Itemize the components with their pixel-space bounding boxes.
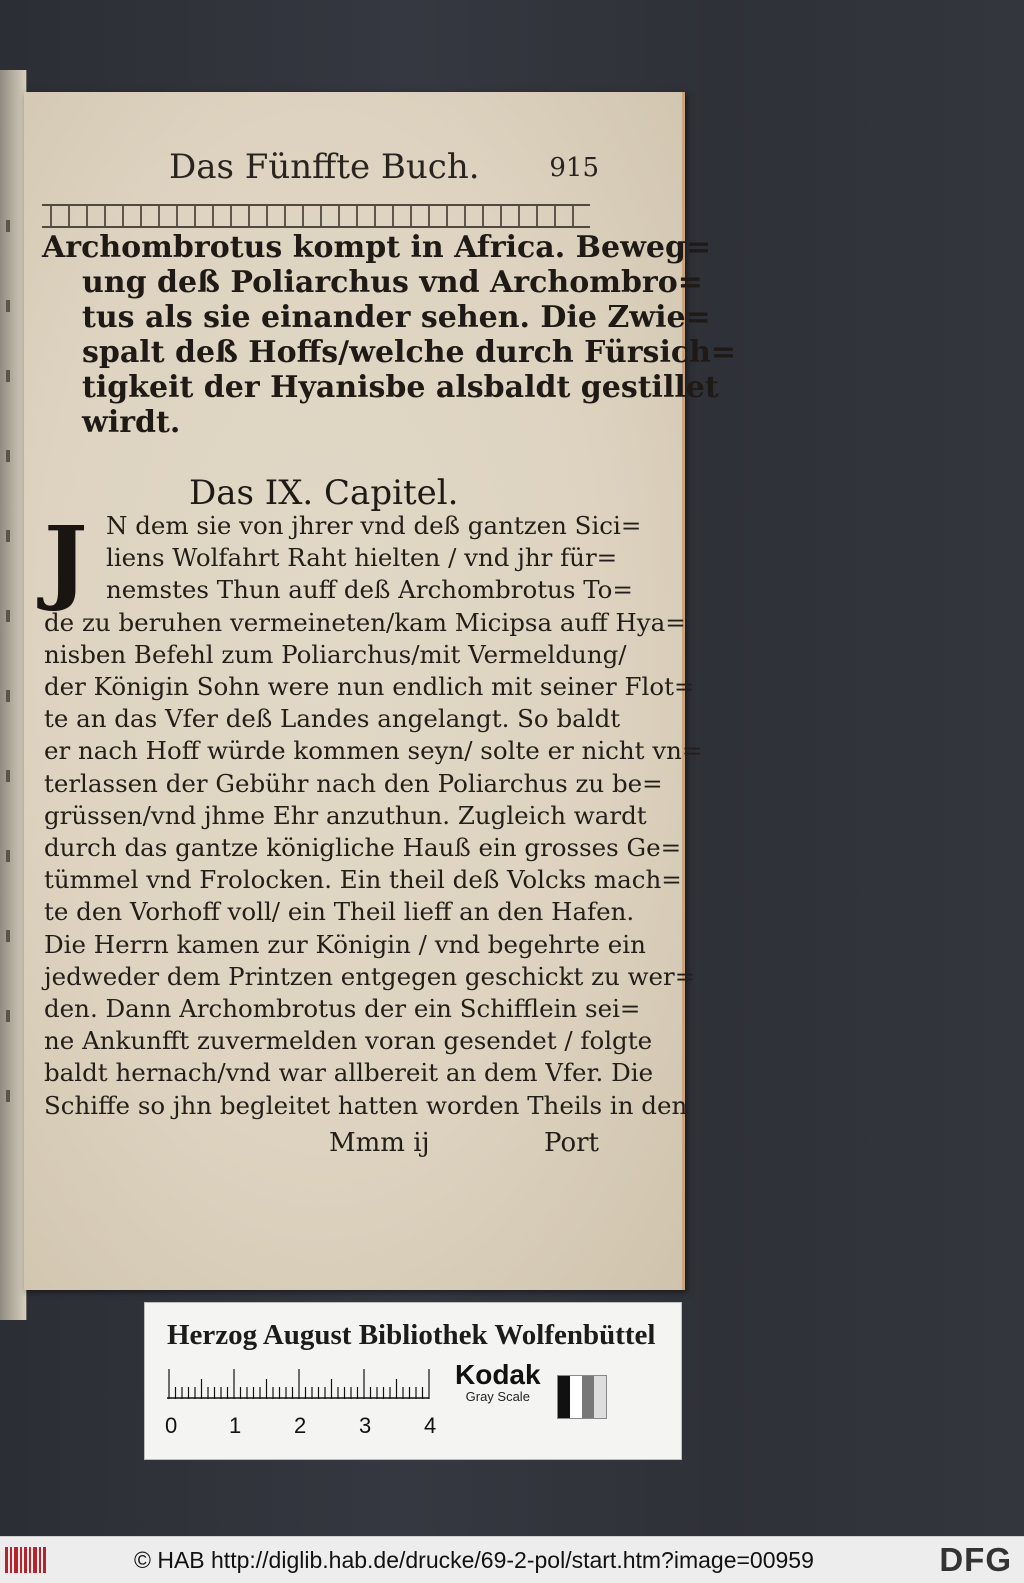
- color-calibration-card: [144, 1302, 682, 1460]
- edge-mark: [6, 220, 10, 232]
- kodak-label: [455, 1359, 541, 1404]
- body-line: nisben Befehl zum Poliarchus/mit Vermeldung/: [44, 639, 627, 669]
- body-line: Schiffe so jhn begleitet hatten worden Theils in den: [44, 1090, 688, 1120]
- body-line: jedweder dem Printzen entgegen geschickt zu wer=: [44, 961, 696, 991]
- ruler-label: 2: [294, 1413, 307, 1438]
- source-url: © HAB http://diglib.hab.de/drucke/69-2-pol/start.htm?image=00959: [134, 1547, 814, 1573]
- body-line: ne Ankunfft zuvermelden voran gesendet / folgte: [44, 1026, 653, 1056]
- body-line: te an das Vfer deß Landes angelangt. So baldt: [44, 704, 621, 734]
- dfg-logo: DFG: [939, 1541, 1012, 1578]
- ruler-label: 4: [424, 1413, 437, 1438]
- body-line: Die Herrn kamen zur Königin / vnd begehrte ein: [44, 929, 646, 959]
- credit-footer: [0, 1536, 1024, 1583]
- running-head-title: Das Fünffte Buch.: [169, 147, 480, 187]
- body-line: te den Vorhoff voll/ ein Theil lieff an den Hafen.: [44, 897, 635, 927]
- body-line: N dem sie von jhrer vnd deß gantzen Sici=: [106, 511, 642, 540]
- body-line: de zu beruhen vermeineten/kam Micipsa auff Hya=: [44, 607, 686, 637]
- summary-line: wirdt.: [82, 405, 181, 440]
- edge-mark: [6, 300, 10, 312]
- signature-mark: Mmm ij: [329, 1128, 430, 1158]
- gray-scale-label: Gray Scale: [465, 1389, 530, 1404]
- body-line: der Königin Sohn were nun endlich mit seiner Flot=: [44, 672, 695, 702]
- ornamental-rule: [42, 204, 590, 228]
- body-line: nemstes Thun auff deß Archombrotus To=: [106, 575, 633, 605]
- running-head: [169, 147, 599, 191]
- catchword: Port: [544, 1128, 599, 1158]
- edge-mark: [6, 850, 10, 862]
- gray-scale-swatch: [557, 1375, 607, 1419]
- body-line: den. Dann Archombrotus der ein Schifflein sei=: [44, 994, 641, 1024]
- library-name: Herzog August Bibliothek Wolfenbüttel: [167, 1319, 656, 1351]
- body-line: terlassen der Gebühr nach den Poliarchus zu be=: [44, 768, 663, 798]
- swatch-patch: [594, 1376, 606, 1418]
- chapter-summary: [42, 230, 737, 440]
- drop-cap: J: [44, 506, 88, 614]
- body-line: liens Wolfahrt Raht hielten / vnd jhr für=: [106, 543, 618, 573]
- body-line: er nach Hoff würde kommen seyn/ solte er nicht vn=: [44, 736, 703, 766]
- edge-mark: [6, 1090, 10, 1102]
- body-line: durch das gantze königliche Hauß ein grosses Ge=: [44, 833, 682, 863]
- ruler-label: 0: [165, 1413, 178, 1438]
- kodak-brand: Kodak: [455, 1359, 541, 1390]
- ruler-ticks: [167, 1369, 435, 1399]
- edge-mark: [6, 610, 10, 622]
- body-line: tümmel vnd Frolocken. Ein theil deß Volcks mach=: [44, 865, 682, 895]
- edge-mark: [6, 690, 10, 702]
- body-line: baldt hernach/vnd war allbereit an dem Vfer. Die: [44, 1058, 654, 1088]
- swatch-patch: [558, 1376, 570, 1418]
- body-line: grüssen/vnd jhme Ehr anzuthun. Zugleich wardt: [44, 800, 647, 830]
- summary-line: Archombrotus kompt in Africa. Beweg=: [42, 230, 712, 265]
- book-page: [24, 92, 737, 1290]
- hab-logo-icon: [4, 1545, 48, 1575]
- summary-line: tus als sie einander sehen. Die Zwie=: [82, 300, 711, 335]
- scale-ruler: [167, 1369, 437, 1449]
- page-edge-stack: [0, 70, 27, 1320]
- swatch-patch: [570, 1376, 582, 1418]
- swatch-patch: [582, 1376, 594, 1418]
- body-text: [44, 506, 703, 1122]
- page-number: 915: [549, 153, 599, 183]
- edge-mark: [6, 450, 10, 462]
- edge-mark: [6, 530, 10, 542]
- summary-line: ung deß Poliarchus vnd Archombro=: [82, 265, 703, 300]
- edge-mark: [6, 1010, 10, 1022]
- ruler-label: 1: [229, 1413, 242, 1438]
- summary-line: spalt deß Hoffs/welche durch Fürsich=: [82, 335, 737, 370]
- ruler-label: 3: [359, 1413, 372, 1438]
- edge-mark: [6, 370, 10, 382]
- chapter-heading: Das IX. Capitel.: [189, 473, 459, 513]
- edge-mark: [6, 770, 10, 782]
- edge-mark: [6, 930, 10, 942]
- summary-line: tigkeit der Hyanisbe alsbaldt gestillet: [82, 370, 719, 405]
